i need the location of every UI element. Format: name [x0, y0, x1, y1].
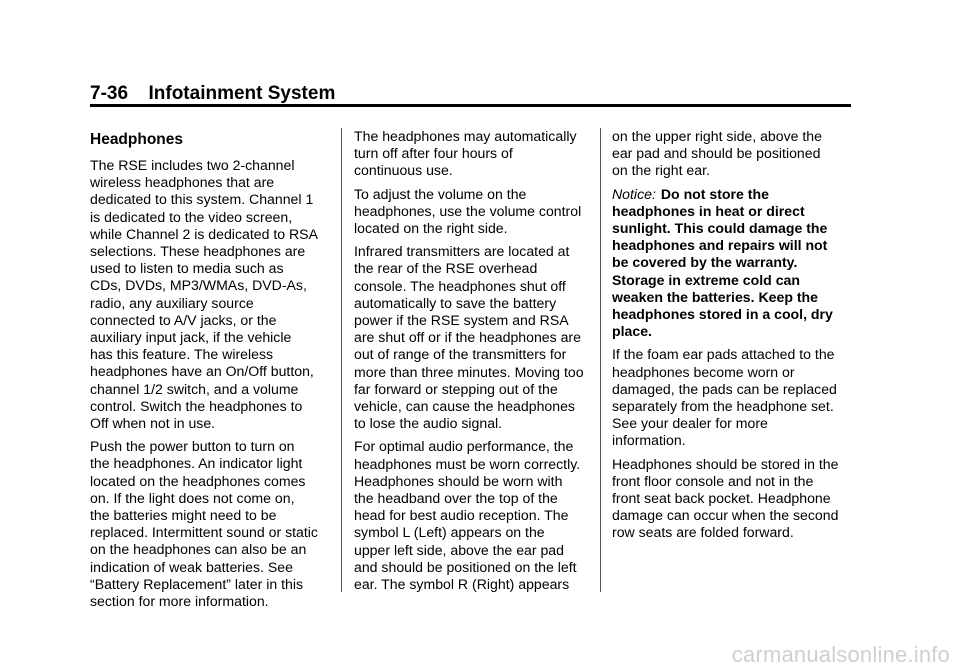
column-divider: [341, 128, 342, 592]
paragraph: Headphones should be stored in the front floor console and not in the front seat back pocket. Headphone damage can occur when the second row seats are folded forward.: [612, 455, 839, 541]
notice: [612, 186, 858, 341]
column-1: [90, 128, 336, 616]
page-number: 7-36: [90, 83, 129, 104]
watermark: carmanualsonline.info: [731, 642, 950, 667]
paragraph: on the upper right side, above the ear pad and should be positioned on the right ear.: [612, 128, 822, 179]
paragraph: Infrared transmitters are located at the rear of the RSE overhead console. The headphones shut off automatically to save the battery power if the RSE system and RSA are shut off or if the headphones are out of range of the transmitters for more than three minutes. Moving too far forward or stepping out of the vehicle, can cause the headphones to lose the audio signal.: [354, 243, 584, 432]
header-rule: [90, 104, 851, 107]
column-divider: [600, 128, 601, 592]
column-3: [612, 128, 858, 548]
paragraph: The headphones may automatically turn off after four hours of continuous use.: [354, 128, 577, 179]
headphones-heading: Headphones: [90, 131, 184, 148]
page-header: [90, 82, 850, 106]
paragraph: Push the power button to turn on the headphones. An indicator light located on the headphones comes on. If the light does not come on, the batteries might need to be replaced. Intermittent sound or static on the headphones can also be an indication of weak batteries. See “Battery Replacement” later in this section for more information.: [90, 438, 318, 610]
notice-text: Do not store the headphones in heat or direct sunlight. This could damage the headphones and repairs will not be covered by the warranty. Storage in extreme cold can weaken the batteries. Keep the headphones stored in a cool, dry place.: [612, 185, 833, 340]
paragraph: For optimal audio performance, the headphones must be worn correctly. Headphones should be worn with the headband over the top of the head for best audio reception. The symbol L (Left) appears on the upper left side, above the ear pad and should be positioned on the left ear. The symbol R (Right) appears: [354, 438, 581, 593]
notice-label: Notice:: [612, 185, 656, 202]
column-2: [354, 128, 600, 599]
paragraph: To adjust the volume on the headphones, use the volume control located on the right side.: [354, 185, 582, 237]
paragraph: The RSE includes two 2-channel wireless headphones that are dedicated to this system. Channel 1 is dedicated to the video screen, while Channel 2 is dedicated to RSA selections. These headphones are used to listen to media such as CDs, DVDs, MP3/WMAs, DVD-As, radio, any auxiliary source connected to A/V jacks, or the auxiliary input jack, if the vehicle has this feature. The wireless headphones have an On/Off button, channel 1/2 switch, and a volume control. Switch the headphones to Off when not in use.: [90, 157, 318, 432]
section-title: Infotainment System: [148, 83, 336, 104]
paragraph: If the foam ear pads attached to the headphones become worn or damaged, the pads can be replaced separately from the headphone set. See your dealer for more information.: [612, 346, 837, 449]
